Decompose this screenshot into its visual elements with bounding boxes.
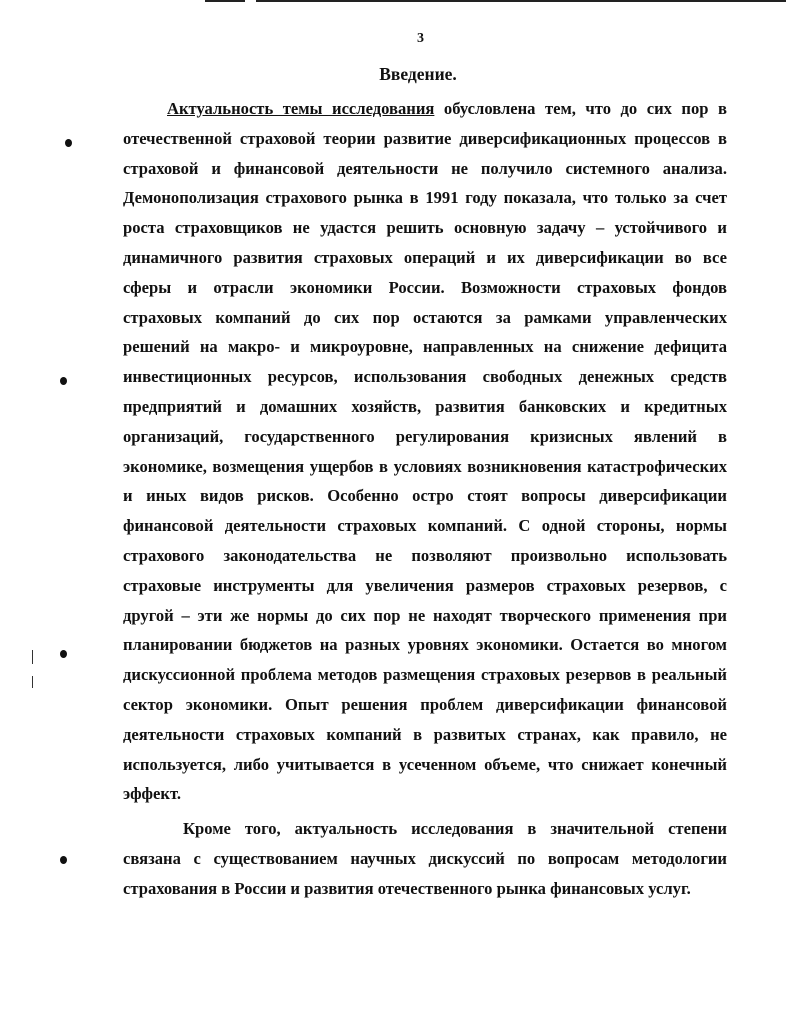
top-border-rule [256, 0, 786, 2]
text-line: деятельности страховых компаний в развитых странах, как правило, не [123, 724, 727, 744]
paragraph-first-line: Кроме того, актуальность исследования в значительной степени [183, 819, 727, 838]
text-line: инвестиционных ресурсов, использования свободных денежных средств [123, 367, 727, 387]
text-line: другой – эти же нормы до сих пор не находят творческого применения при [123, 605, 727, 625]
text-line: роста страховщиков не удастся решить основную задачу – устойчивого и [123, 218, 727, 238]
margin-bullet-dot [60, 650, 67, 658]
margin-bullet-dot [60, 856, 67, 864]
text-line: предприятий и домашних хозяйств, развития банковских и кредитных [123, 396, 727, 416]
page-number: 3 [417, 31, 424, 46]
text-line: страховые инструменты для увеличения размеров страховых резервов, с [123, 575, 727, 595]
text-line: сектор экономики. Опыт решения проблем диверсификации финансовой [123, 694, 727, 714]
paragraph-discussions [123, 814, 727, 903]
top-border-rule [205, 0, 245, 2]
margin-tick-mark [32, 650, 33, 664]
text-line: финансовой деятельности страховых компаний. С одной стороны, нормы [123, 516, 727, 536]
text-line: решений на макро- и микроуровне, направленных на снижение дефицита [123, 337, 727, 357]
text-line: экономике, возмещения ущербов в условиях возникновения катастрофических [123, 456, 727, 476]
text-line: страховой и финансовой деятельности не получило системного анализа. [123, 158, 727, 178]
paragraph-first-line [123, 94, 727, 124]
margin-bullet-dot [60, 377, 67, 385]
margin-bullet-dot [65, 139, 72, 147]
text-line: страхового законодательства не позволяют произвольно использовать [123, 545, 727, 565]
text-line: отечественной страховой теории развитие диверсификационных процессов в [123, 128, 727, 148]
paragraph-relevance [123, 94, 727, 809]
text-line: дискуссионной проблема методов размещения страховых резервов в реальный [123, 665, 727, 685]
section-title: Введение. [379, 64, 457, 84]
text-line: планировании бюджетов на разных уровнях экономики. Остается во многом [123, 635, 727, 655]
text-line: сферы и отрасли экономики России. Возможности страховых фондов [123, 277, 727, 297]
underlined-lead-phrase: Актуальность темы исследования [167, 99, 435, 118]
lead-phrase-continuation: обусловлена тем, что до сих пор в [443, 99, 727, 118]
text-line: Демонополизация страхового рынка в 1991 году показала, что только за счет [123, 188, 727, 208]
text-line: динамичного развития страховых операций и их диверсификации во все [123, 247, 727, 267]
text-line-last: эффект. [123, 784, 182, 804]
text-line-last: страхования в России и развития отечественного рынка финансовых услуг. [123, 878, 691, 898]
text-line: организаций, государственного регулирования кризисных явлений в [123, 426, 727, 446]
text-line: страховых компаний до сих пор остаются за рамками управленческих [123, 307, 727, 327]
text-line: и иных видов рисков. Особенно остро стоят вопросы диверсификации [123, 486, 727, 506]
text-line: используется, либо учитывается в усеченном объеме, что снижает конечный [123, 754, 727, 774]
margin-tick-mark [32, 676, 33, 688]
text-line: связана с существованием научных дискуссий по вопросам методологии [123, 848, 727, 868]
